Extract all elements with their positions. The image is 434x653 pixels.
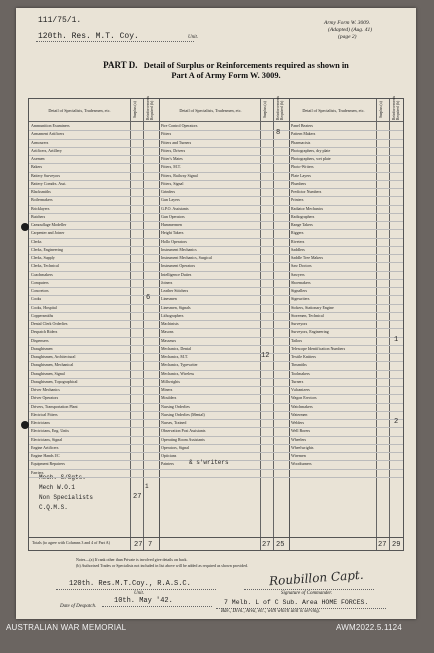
mechanics-mt-surplus: 12 bbox=[261, 352, 270, 360]
col3-row: Shoemakers bbox=[291, 279, 311, 285]
col2-row: Moulders bbox=[161, 395, 177, 401]
col2-row: Height Takers bbox=[161, 230, 184, 236]
col3-row: Plate Layers bbox=[291, 172, 311, 178]
col1-row: Electricians bbox=[31, 420, 50, 425]
form-identifier bbox=[324, 20, 372, 41]
col2-row: Opticians bbox=[161, 453, 177, 458]
col2-row: Fitters, Drivers bbox=[161, 147, 186, 153]
extra-line-3: Non Specialists bbox=[39, 494, 94, 501]
welders-reinforcements: 2 bbox=[394, 418, 399, 426]
col3-row: Photographers, dry plate bbox=[291, 147, 331, 153]
commander-signature: Roubillon Capt. bbox=[268, 567, 364, 589]
extra-value-2: 1 bbox=[145, 483, 149, 490]
col2-row: Linesmen, Signals bbox=[161, 304, 191, 310]
cooks-reinforcements: 6 bbox=[146, 294, 151, 303]
col3-row: Tailors bbox=[291, 337, 303, 343]
col1-row: Coppersmiths bbox=[31, 312, 54, 318]
extra-line-1: Mech. S/Sgts. bbox=[39, 474, 86, 481]
col1-row: Engine Hands I/C bbox=[31, 453, 60, 458]
col3-row: Surveyors bbox=[291, 321, 308, 326]
area-label: Bde., Divn., Area, etc., with which unit is serving. bbox=[221, 609, 321, 614]
extra-line-4: C.Q.M.S. bbox=[39, 504, 68, 511]
grid-line bbox=[260, 99, 261, 550]
col1-row: Electrical Fitters bbox=[31, 411, 58, 417]
col3-row: Riggers bbox=[291, 230, 304, 236]
col2-row: Fitters and Turners bbox=[161, 139, 192, 145]
col1-row: Electricians, Eng. Units bbox=[31, 428, 69, 434]
col1-row: Clerks, Engineering bbox=[31, 246, 63, 252]
col1-row: Equipment Repairers bbox=[31, 461, 65, 467]
col2-row: Fitters, M.T. bbox=[161, 164, 181, 170]
col2-row: Miners bbox=[161, 387, 173, 392]
col1-row: Bricklayers bbox=[31, 205, 50, 211]
unit-line bbox=[36, 41, 194, 42]
col2-row: Hollo Operators bbox=[161, 238, 187, 244]
col3-row: Printers bbox=[291, 197, 304, 203]
col2-row: Fitters bbox=[161, 131, 172, 137]
col1-row: Clerks, Supply bbox=[31, 255, 55, 260]
col2-row: Instrument Mechanics bbox=[161, 246, 197, 252]
col3-row: Wheelers bbox=[291, 436, 307, 442]
col3-row: Wiremen bbox=[291, 453, 306, 458]
col2-row: Fire Control Operators bbox=[161, 123, 198, 128]
footer-unit-label: Unit. bbox=[134, 591, 145, 596]
col1-row: Blacksmiths bbox=[31, 189, 51, 194]
col1-row: Electricians, Signal bbox=[31, 436, 63, 442]
totals-label: Totals (to agree with Columns 3 and 4 of Part A) bbox=[32, 540, 110, 545]
footer-unit-line bbox=[56, 589, 216, 590]
col1-row: Draughtsmen bbox=[31, 345, 53, 351]
col1-row: Driver Operators bbox=[31, 395, 59, 401]
col2-row: Gun Layers bbox=[161, 197, 180, 203]
reference-number: 111/75/1. bbox=[38, 16, 82, 25]
col1-row: Ammunition Examiners bbox=[31, 123, 70, 128]
col3-row: Wagon Erectors bbox=[291, 395, 317, 401]
col1-row: Armament Artificers bbox=[31, 131, 65, 137]
col3-row: Toolmakers bbox=[291, 370, 310, 376]
col1-surplus-header: Surplus (a) bbox=[133, 101, 137, 119]
col1-row: Armourers bbox=[31, 139, 49, 145]
col3-row: Signallers bbox=[291, 288, 307, 293]
total-c3-surplus: 27 bbox=[378, 541, 387, 549]
totals-rule bbox=[29, 537, 403, 538]
col3-row: Storemen, Technical bbox=[291, 312, 324, 318]
col2-row: Masseurs bbox=[161, 337, 177, 343]
col3-row: Wheelwrights bbox=[291, 444, 314, 450]
part-title bbox=[46, 60, 406, 81]
col2-row: Observation Post Assistants bbox=[161, 428, 206, 434]
col2-row: Mechanics, Wireless bbox=[161, 370, 195, 376]
col3-row: Riveters bbox=[291, 238, 305, 244]
col2-row: Instrument Operators bbox=[161, 263, 196, 269]
col1-row: Farriers bbox=[31, 469, 44, 475]
col1-row: Camouflage Modeller bbox=[31, 222, 67, 227]
col2-row: Nursing Orderlies (Mental) bbox=[161, 411, 205, 417]
part-label: PART D. bbox=[103, 60, 138, 70]
col3-row: Range Takers bbox=[291, 222, 313, 227]
col1-row: Battery Comdrs. Asst. bbox=[31, 180, 67, 186]
col1-row: Cooks, Hospital bbox=[31, 304, 57, 310]
col2-row: Joiners bbox=[161, 279, 173, 285]
col2-row: Operating Room Assistants bbox=[161, 436, 205, 442]
col1-header: Detail of Specialists, Tradesmen, etc. bbox=[29, 99, 130, 122]
col1-row: Boilermakers bbox=[31, 197, 53, 203]
grid-line bbox=[389, 99, 390, 550]
notes bbox=[76, 557, 248, 569]
col1-row: Cooks bbox=[31, 296, 42, 302]
note-b: (b) Authorised Trades or Specialists not included in list above will be added as required as shown provided. bbox=[76, 563, 248, 568]
col2-row: Masons bbox=[161, 329, 174, 335]
col3-row: Welders bbox=[291, 420, 305, 425]
total-c3-reinf: 29 bbox=[392, 541, 401, 549]
col3-row: Vulcanizers bbox=[291, 387, 310, 392]
col1-row: Draughtsmen, Architectural bbox=[31, 354, 76, 359]
signature-line bbox=[244, 589, 374, 590]
col1-row: Draughtsmen, Mechanical bbox=[31, 362, 74, 368]
title-line2: Part A of Army Form W. 3009. bbox=[171, 71, 281, 80]
col3-row: Pharmacists bbox=[291, 139, 311, 145]
extra-value-3: 27 bbox=[133, 493, 142, 501]
col3-row: Turners bbox=[291, 378, 304, 384]
col3-row: Plumbers bbox=[291, 180, 307, 186]
col2-row: Nursing Orderlies bbox=[161, 403, 190, 409]
col1-row: Engine Artificers bbox=[31, 444, 59, 450]
col3-row: Watermen bbox=[291, 411, 308, 417]
col2-row: Operators, Signal bbox=[161, 444, 189, 450]
col2-row: Fitters, Railway Signal bbox=[161, 172, 198, 178]
col1-row: Drivers, Transportation Plant bbox=[31, 403, 78, 409]
col1-row: Dental Clerk Orderlies bbox=[31, 321, 68, 326]
col3-row: Predictor Numbers bbox=[291, 189, 322, 194]
col2-row: Millwrights bbox=[161, 378, 180, 384]
note-a: Notes—(a) If rank other than Private is involved give details on back. bbox=[76, 557, 188, 562]
col2-row: Fitter's Mates bbox=[161, 156, 183, 161]
col1-row: Draughtsmen, Topographical bbox=[31, 378, 78, 384]
col3-row: Panel Beaters bbox=[291, 123, 313, 128]
col1-row: Bakers bbox=[31, 164, 43, 170]
col3-row: Signwriters bbox=[291, 296, 310, 302]
col1-row: Artificers, Artillery bbox=[31, 147, 62, 153]
grid-line bbox=[273, 99, 274, 550]
col1-row: Battery Surveyors bbox=[31, 172, 60, 178]
col1-row: Despatch Riders bbox=[31, 329, 58, 335]
grid-line bbox=[143, 99, 144, 550]
grid-line bbox=[130, 99, 131, 550]
total-c2-reinf: 25 bbox=[276, 541, 285, 549]
unit-value: 120th. Res. M.T. Coy. bbox=[38, 32, 139, 41]
col2-row: Leather Stitchers bbox=[161, 288, 189, 293]
col3-row: Photo-Writers bbox=[291, 164, 314, 170]
col1-row: Butchers bbox=[31, 213, 46, 219]
date-line bbox=[102, 606, 212, 607]
signature-label: Signature of Commander. bbox=[281, 591, 333, 596]
form-adapted: (Adapted) (Aug. 41) bbox=[328, 27, 373, 33]
col1-reinf-header: Reinforcements Required (b) bbox=[146, 95, 154, 120]
col2-row: Linesmen bbox=[161, 296, 177, 302]
unit-label: Unit. bbox=[188, 35, 199, 40]
col3-reinf-header: Reinforcements Required (b) bbox=[392, 95, 400, 120]
despatch-date-label: Date of Despatch. bbox=[60, 604, 97, 609]
col2-row: Gun Operators bbox=[161, 213, 185, 219]
col3-row: Saddle Tree Makers bbox=[291, 255, 323, 260]
row-rule bbox=[29, 477, 403, 478]
col2-row: Machinists bbox=[161, 321, 179, 326]
col2-reinf-header: Reinforcements Required (b) bbox=[276, 95, 284, 120]
col1-row: Dispensers bbox=[31, 337, 49, 343]
total-c1-reinf: 7 bbox=[148, 541, 153, 549]
col1-row: Driver Mechanics bbox=[31, 387, 60, 392]
col2-row: Mechanics, Dental bbox=[161, 345, 191, 351]
col3-header: Detail of Specialists, Tradesmen, etc. bbox=[291, 99, 376, 122]
col3-row: Stokers, Stationary Engine bbox=[291, 304, 334, 310]
col2-row: G.P.O. Assistants bbox=[161, 205, 189, 211]
col2-row: Intelligence Duties bbox=[161, 271, 192, 277]
col3-row: Telescope Identification Numbers bbox=[291, 345, 346, 351]
col2-surplus-header: Surplus (a) bbox=[263, 101, 267, 119]
col2-row: Nurses, Trained bbox=[161, 420, 187, 425]
col3-row: Woodturners bbox=[291, 461, 312, 467]
col2-row: Hammermen bbox=[161, 222, 182, 227]
col3-row: Textile Knitters bbox=[291, 354, 316, 359]
col1-row: Axemen bbox=[31, 156, 45, 161]
grid-line bbox=[376, 99, 377, 550]
col3-row: Well Borers bbox=[291, 428, 311, 434]
col1-row: Draughtsmen, Signal bbox=[31, 370, 65, 376]
col2-row: Mechanics, Typewriter bbox=[161, 362, 198, 368]
col3-surplus-header: Surplus (a) bbox=[379, 101, 383, 119]
form-name: Army Form W. 3009. bbox=[324, 20, 371, 26]
col3-row: Radiographers bbox=[291, 213, 315, 219]
col2-row: Lithographers bbox=[161, 312, 184, 318]
col1-row: Carpenter and Joiner bbox=[31, 230, 65, 236]
col1-row: Computers bbox=[31, 279, 49, 285]
painters-handwritten: & s'writers bbox=[189, 459, 229, 467]
total-c2-surplus: 27 bbox=[262, 541, 271, 549]
col1-row: Clerks, Technical bbox=[31, 263, 59, 269]
archive-caption: AUSTRALIAN WAR MEMORIAL bbox=[6, 623, 127, 632]
col3-row: Sawyers bbox=[291, 271, 305, 277]
area-value: 7 Melb. L of C Sub. Area HOME FORCES. bbox=[224, 599, 369, 606]
col3-row: Saw Doctors bbox=[291, 263, 312, 269]
title-line1: Detail of Surplus or Reinforcements required as shown in bbox=[143, 61, 349, 70]
col1-row: Clerks bbox=[31, 238, 42, 244]
specialists-table bbox=[28, 95, 404, 551]
col3-row: Surveyors, Engineering bbox=[291, 329, 329, 335]
col2-row: Grinders bbox=[161, 189, 175, 194]
col3-row: Watchmakers bbox=[291, 403, 313, 409]
col2-row: Mechanics, M.T. bbox=[161, 354, 189, 359]
tailors-reinforcements: 1 bbox=[394, 335, 399, 344]
col2-row: Fitters, Signal bbox=[161, 180, 184, 186]
col3-row: Radiator Mechanics bbox=[291, 205, 324, 211]
extra-line-2: Mech W.O.1 bbox=[39, 484, 76, 491]
accession-number: AWM2022.5.1124 bbox=[336, 623, 402, 632]
form-page: (page 2) bbox=[338, 34, 357, 40]
col3-row: Tinsmiths bbox=[291, 362, 307, 368]
col1-row: Concretors bbox=[31, 288, 49, 293]
col3-row: Saddlers bbox=[291, 246, 305, 252]
punch-hole bbox=[21, 223, 29, 231]
despatch-date-value: 10th. May '42. bbox=[114, 597, 173, 605]
col2-header: Detail of Specialists, Tradesmen, etc. bbox=[161, 99, 260, 122]
col1-row: Coachmakers bbox=[31, 271, 53, 277]
col2-row: Painters bbox=[161, 461, 174, 467]
col3-row: Pattern Makers bbox=[291, 131, 316, 137]
col2-row: Instrument Mechanics, Surgical bbox=[161, 255, 212, 260]
fitters-reinforcements: 8 bbox=[276, 129, 281, 138]
total-c1-surplus: 27 bbox=[134, 541, 143, 549]
footer-unit-value: 120th. Res.M.T.Coy., R.A.S.C. bbox=[69, 580, 191, 588]
punch-hole bbox=[21, 421, 29, 429]
form-sheet bbox=[16, 8, 416, 619]
col3-row: Photographers, wet plate bbox=[291, 156, 331, 161]
